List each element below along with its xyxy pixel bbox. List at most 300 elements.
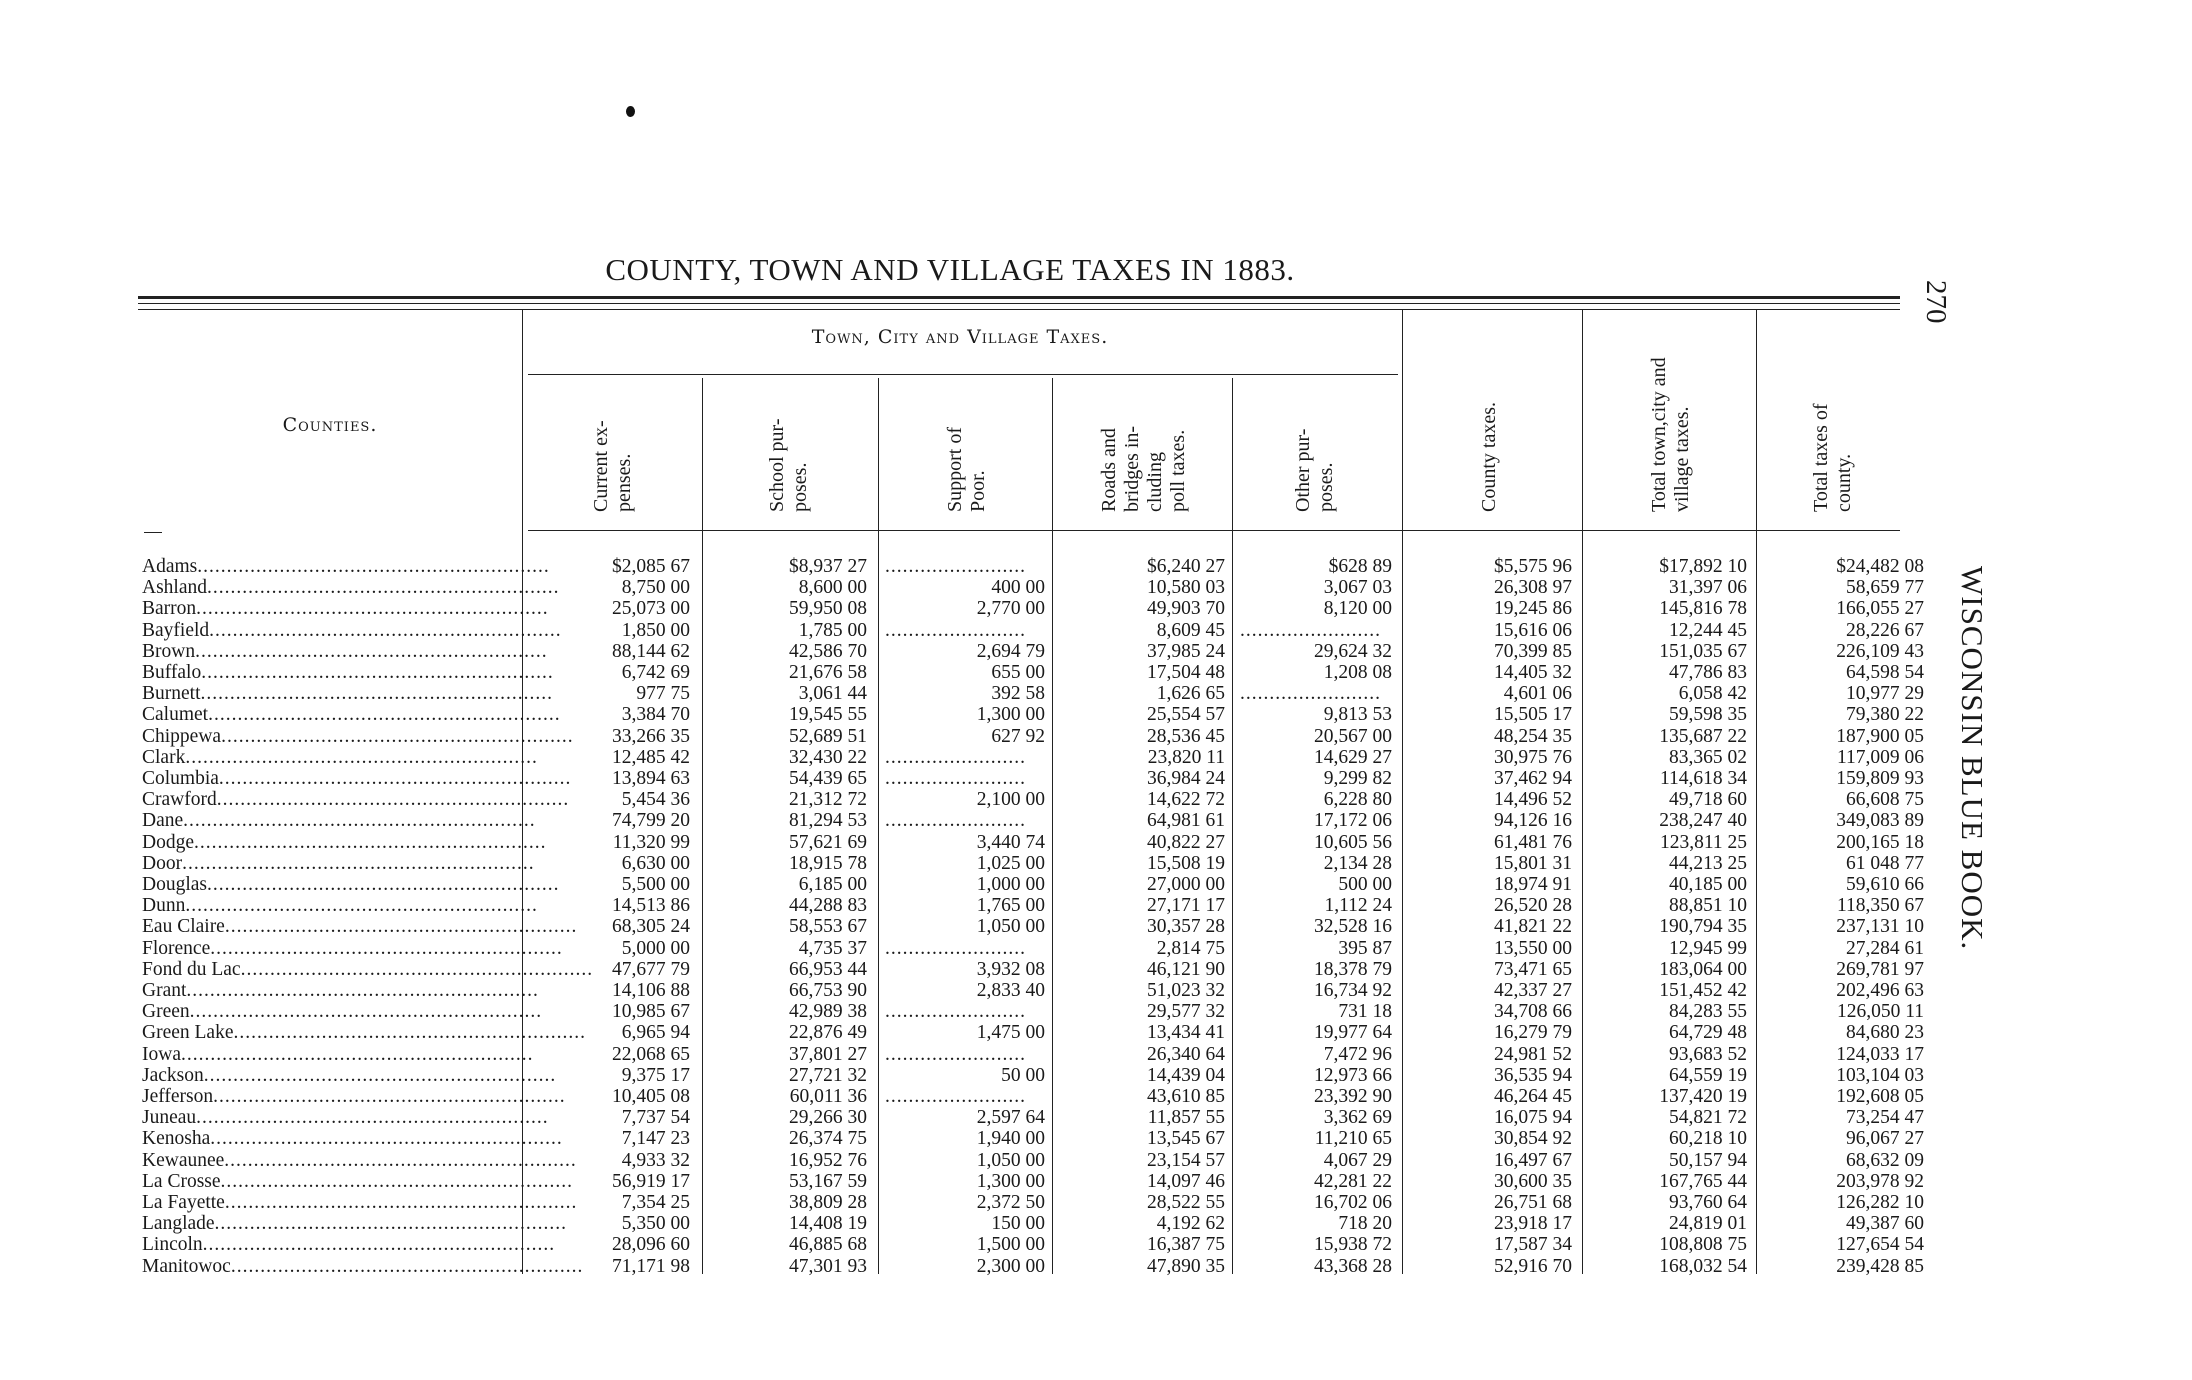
running-head: WISCONSIN BLUE BOOK.: [1955, 566, 1990, 951]
value-cell: 6,630 00: [621, 852, 690, 874]
page-title: COUNTY, TOWN AND VILLAGE TAXES IN 1883.: [605, 252, 1295, 287]
value-cell: 71,171 98: [612, 1255, 690, 1277]
county-cell: [142, 1086, 566, 1107]
county-cell: [142, 980, 539, 1001]
row-rule: [528, 530, 1900, 531]
value-cell: 1,025 00: [976, 852, 1045, 874]
county-cell: [142, 958, 594, 980]
county-name: Dunn: [142, 895, 186, 917]
table-row: [0, 1128, 2000, 1149]
value-cell: 40,185 00: [1669, 874, 1747, 895]
value-cell: 7,737 54: [621, 1107, 690, 1129]
value-cell: 11,320 99: [612, 831, 690, 853]
value-cell: 13,545 67: [1147, 1128, 1225, 1150]
value-cell: 14,408 19: [789, 1213, 867, 1235]
value-cell: 1,300 00: [976, 704, 1045, 726]
value-cell: 36,984 24: [1147, 768, 1225, 789]
value-cell: 2,300 00: [976, 1255, 1045, 1277]
value-cell: 8,750 00: [621, 577, 690, 599]
table-row: [0, 874, 2000, 895]
county-name: Green: [142, 1001, 190, 1023]
value-cell: 16,952 76: [789, 1149, 867, 1171]
value-cell: 88,851 10: [1669, 895, 1747, 917]
value-cell: 14,496 52: [1494, 789, 1572, 811]
county-name: Fond du Lac: [142, 958, 241, 980]
table-row: [0, 1022, 2000, 1043]
value-cell: 5,350 00: [621, 1213, 690, 1235]
value-cell: 23,392 90: [1314, 1086, 1392, 1107]
table-row: [0, 747, 2000, 768]
value-cell: 1,785 00: [798, 619, 867, 641]
value-cell: 52,689 51: [789, 725, 867, 747]
value-cell: 29,577 32: [1147, 1001, 1225, 1023]
value-cell: 187,900 05: [1836, 725, 1924, 747]
value-cell: 56,919 17: [612, 1170, 690, 1192]
value-cell: 37,801 27: [789, 1043, 867, 1065]
county-cell: [142, 683, 553, 705]
value-cell: 37,985 24: [1147, 640, 1225, 662]
county-name: Calumet: [142, 704, 209, 726]
county-cell: [142, 1149, 577, 1171]
value-cell: 12,973 66: [1314, 1064, 1392, 1086]
value-cell: 84,680 23: [1846, 1022, 1924, 1044]
value-cell: 202,496 63: [1836, 980, 1924, 1001]
value-cell: 30,600 35: [1494, 1170, 1572, 1192]
empty-cell-leader: ........................: [1240, 619, 1381, 641]
value-cell: 11,210 65: [1314, 1128, 1392, 1150]
dot-leader: ............................................................: [186, 980, 539, 1001]
value-cell: 19,545 55: [789, 704, 867, 726]
dot-leader: ............................................................: [185, 746, 538, 768]
ink-mark: [626, 106, 635, 117]
dot-leader: ............................................................: [207, 874, 560, 895]
value-cell: 61,481 76: [1494, 831, 1572, 853]
county-cell: [142, 916, 578, 938]
dot-leader: ............................................................: [197, 556, 550, 577]
value-cell: 16,734 92: [1314, 980, 1392, 1001]
value-cell: 50,157 94: [1669, 1149, 1747, 1171]
value-cell: 7,147 23: [621, 1128, 690, 1150]
value-cell: 42,281 22: [1314, 1170, 1392, 1192]
county-name: Kewaunee: [142, 1149, 225, 1171]
value-cell: 38,809 28: [789, 1192, 867, 1213]
dot-leader: ............................................................: [216, 789, 570, 811]
table-row: [0, 556, 2000, 577]
value-cell: 53,167 59: [789, 1170, 867, 1192]
value-cell: 200,165 18: [1836, 831, 1924, 853]
value-cell: 3,440 74: [976, 831, 1045, 853]
value-cell: 18,915 78: [789, 852, 867, 874]
value-cell: 19,245 86: [1494, 598, 1572, 620]
value-cell: 16,279 79: [1494, 1022, 1572, 1044]
value-cell: 2,770 00: [976, 598, 1045, 620]
county-name: Burnett: [142, 683, 201, 705]
value-cell: 124,033 17: [1836, 1043, 1924, 1065]
table-row: [0, 768, 2000, 789]
county-name: Grant: [142, 980, 187, 1001]
value-cell: 400 00: [991, 577, 1045, 599]
value-cell: 64,981 61: [1147, 810, 1225, 832]
county-cell: [142, 895, 538, 917]
value-cell: 25,554 57: [1147, 704, 1225, 726]
county-cell: [142, 725, 574, 747]
row-rule: [144, 532, 162, 533]
value-cell: 183,064 00: [1659, 958, 1747, 980]
value-cell: 108,808 75: [1659, 1234, 1747, 1256]
value-cell: 96,067 27: [1846, 1128, 1924, 1150]
table-row: [0, 1171, 2000, 1192]
value-cell: 7,354 25: [621, 1192, 690, 1213]
county-cell: [142, 1213, 568, 1235]
value-cell: 26,520 28: [1494, 895, 1572, 917]
value-cell: 47,677 79: [612, 958, 690, 980]
county-name: Eau Claire: [142, 916, 225, 938]
dot-leader: ............................................................: [180, 1043, 534, 1065]
dot-leader: ............................................................: [209, 619, 562, 641]
value-cell: 1,940 00: [976, 1128, 1045, 1150]
dot-leader: ............................................................: [200, 683, 553, 705]
value-cell: 6,228 80: [1323, 789, 1392, 811]
column-header-label: County taxes.: [1478, 402, 1500, 512]
value-cell: 42,989 38: [789, 1001, 867, 1023]
table-row: [0, 1086, 2000, 1107]
dot-leader: ............................................................: [201, 662, 554, 683]
county-name: Dodge: [142, 831, 194, 853]
county-name: La Crosse: [142, 1170, 221, 1192]
county-cell: [142, 810, 536, 832]
empty-cell-leader: ........................: [885, 810, 1026, 832]
value-cell: 1,208 08: [1323, 662, 1392, 683]
value-cell: 49,718 60: [1669, 789, 1747, 811]
county-name: Kenosha: [142, 1128, 211, 1150]
county-cell: [142, 662, 554, 683]
value-cell: 1,300 00: [976, 1170, 1045, 1192]
value-cell: $17,892 10: [1659, 556, 1747, 577]
value-cell: 9,299 82: [1323, 768, 1392, 789]
value-cell: 47,786 83: [1669, 662, 1747, 683]
value-cell: 25,073 00: [612, 598, 690, 620]
value-cell: 33,266 35: [612, 725, 690, 747]
table-row: [0, 1107, 2000, 1128]
counties-header: Counties.: [282, 414, 378, 436]
county-name: Green Lake: [142, 1022, 234, 1044]
value-cell: 12,945 99: [1669, 937, 1747, 959]
county-name: Langlade: [142, 1213, 215, 1235]
value-cell: 126,050 11: [1836, 1001, 1924, 1023]
county-name: Bayfield: [142, 619, 210, 641]
value-cell: 118,350 67: [1836, 895, 1924, 917]
dot-leader: ............................................................: [208, 704, 561, 726]
value-cell: 83,365 02: [1669, 746, 1747, 768]
value-cell: 27,171 17: [1147, 895, 1225, 917]
table-row: [0, 641, 2000, 662]
value-cell: 48,254 35: [1494, 725, 1572, 747]
value-cell: 21,676 58: [789, 662, 867, 683]
value-cell: 21,312 72: [789, 789, 867, 811]
value-cell: 47,890 35: [1147, 1255, 1225, 1277]
value-cell: 4,933 32: [621, 1149, 690, 1171]
value-cell: 26,751 68: [1494, 1192, 1572, 1213]
title-rule-thin: [138, 303, 1900, 304]
value-cell: 32,430 22: [789, 746, 867, 768]
value-cell: 14,513 86: [612, 895, 690, 917]
county-name: Manitowoc: [142, 1255, 231, 1277]
value-cell: 5,500 00: [621, 874, 690, 895]
dot-leader: ............................................................: [210, 1128, 563, 1150]
value-cell: 3,061 44: [798, 683, 867, 705]
dot-leader: ............................................................: [220, 1170, 574, 1192]
value-cell: 159,809 93: [1836, 768, 1924, 789]
value-cell: 79,380 22: [1846, 704, 1924, 726]
value-cell: 3,362 69: [1323, 1107, 1392, 1129]
value-cell: 226,109 43: [1836, 640, 1924, 662]
value-cell: 27,000 00: [1147, 874, 1225, 895]
county-cell: [142, 768, 572, 789]
empty-cell-leader: ........................: [885, 1086, 1026, 1107]
value-cell: 5,000 00: [621, 937, 690, 959]
table-row: [0, 789, 2000, 810]
table-row: [0, 1213, 2000, 1234]
value-cell: 6,742 69: [621, 662, 690, 683]
value-cell: 46,121 90: [1147, 958, 1225, 980]
value-cell: 70,399 85: [1494, 640, 1572, 662]
value-cell: 51,023 32: [1147, 980, 1225, 1001]
value-cell: 15,505 17: [1494, 704, 1572, 726]
dot-leader: ............................................................: [183, 810, 536, 832]
column-header-label: Total taxes of county.: [1810, 403, 1855, 512]
value-cell: 166,055 27: [1836, 598, 1924, 620]
county-cell: [142, 1022, 586, 1044]
county-cell: [142, 1064, 557, 1086]
dot-leader: ............................................................: [213, 1086, 566, 1107]
county-name: Clark: [142, 746, 186, 768]
value-cell: 37,462 94: [1494, 768, 1572, 789]
dot-leader: ............................................................: [182, 852, 535, 874]
value-cell: 13,550 00: [1494, 937, 1572, 959]
dot-leader: ............................................................: [230, 1255, 584, 1277]
value-cell: 127,654 54: [1836, 1234, 1924, 1256]
column-header-label: Other pur- poses.: [1292, 428, 1337, 512]
value-cell: 18,378 79: [1314, 958, 1392, 980]
value-cell: 32,528 16: [1314, 916, 1392, 938]
value-cell: 2,100 00: [976, 789, 1045, 811]
column-header-label: Current ex- penses.: [590, 420, 635, 512]
value-cell: 2,694 79: [976, 640, 1045, 662]
value-cell: 135,687 22: [1659, 725, 1747, 747]
value-cell: 6,185 00: [798, 874, 867, 895]
value-cell: 1,765 00: [976, 895, 1045, 917]
value-cell: 43,610 85: [1147, 1086, 1225, 1107]
dot-leader: ............................................................: [224, 916, 578, 938]
county-name: Douglas: [142, 874, 207, 895]
value-cell: 43,368 28: [1314, 1255, 1392, 1277]
value-cell: 103,104 03: [1836, 1064, 1924, 1086]
value-cell: 238,247 40: [1659, 810, 1747, 832]
county-name: Jackson: [142, 1064, 204, 1086]
value-cell: 50 00: [1001, 1064, 1045, 1086]
county-name: Brown: [142, 640, 196, 662]
value-cell: 68,632 09: [1846, 1149, 1924, 1171]
value-cell: 28,536 45: [1147, 725, 1225, 747]
value-cell: 151,035 67: [1659, 640, 1747, 662]
value-cell: 30,357 28: [1147, 916, 1225, 938]
value-cell: 28,096 60: [612, 1234, 690, 1256]
value-cell: 168,032 54: [1659, 1255, 1747, 1277]
value-cell: 66,608 75: [1846, 789, 1924, 811]
value-cell: 58,553 67: [789, 916, 867, 938]
value-cell: 42,586 70: [789, 640, 867, 662]
dot-leader: ............................................................: [196, 598, 549, 620]
value-cell: 14,629 27: [1314, 746, 1392, 768]
value-cell: 47,301 93: [789, 1255, 867, 1277]
county-cell: [142, 852, 535, 874]
empty-cell-leader: ........................: [885, 746, 1026, 768]
title-rule-thin: [138, 309, 1900, 310]
value-cell: 14,439 04: [1147, 1064, 1225, 1086]
value-cell: 10,405 08: [612, 1086, 690, 1107]
table-row: [0, 1192, 2000, 1213]
column-header-label: Support of Poor.: [944, 427, 989, 512]
value-cell: 73,254 47: [1846, 1107, 1924, 1129]
table-row: [0, 916, 2000, 937]
value-cell: 88,144 62: [612, 640, 690, 662]
value-cell: 84,283 55: [1669, 1001, 1747, 1023]
value-cell: 395 87: [1338, 937, 1392, 959]
table-row: [0, 577, 2000, 598]
value-cell: 15,508 19: [1147, 852, 1225, 874]
value-cell: 17,587 34: [1494, 1234, 1572, 1256]
value-cell: 2,833 40: [976, 980, 1045, 1001]
column-header-label: Roads and bridges in- cluding poll taxes.: [1098, 425, 1189, 512]
empty-cell-leader: ........................: [885, 1001, 1026, 1023]
value-cell: 54,821 72: [1669, 1107, 1747, 1129]
value-cell: 192,608 05: [1836, 1086, 1924, 1107]
value-cell: 26,308 97: [1494, 577, 1572, 599]
value-cell: 57,621 69: [789, 831, 867, 853]
value-cell: 2,134 28: [1323, 852, 1392, 874]
dot-leader: ............................................................: [202, 1234, 556, 1256]
value-cell: 68,305 24: [612, 916, 690, 938]
group-header: Town, City and Village Taxes.: [811, 326, 1109, 348]
dot-leader: ............................................................: [203, 1064, 557, 1086]
dot-leader: ............................................................: [221, 725, 574, 747]
value-cell: 10,580 03: [1147, 577, 1225, 599]
value-cell: 1,000 00: [976, 874, 1045, 895]
value-cell: $628 89: [1328, 556, 1392, 577]
value-cell: 64,729 48: [1669, 1022, 1747, 1044]
value-cell: 15,616 06: [1494, 619, 1572, 641]
value-cell: 36,535 94: [1494, 1064, 1572, 1086]
county-cell: [142, 874, 560, 895]
value-cell: 42,337 27: [1494, 980, 1572, 1001]
county-name: La Fayette: [142, 1192, 225, 1213]
table-row: [0, 810, 2000, 831]
dot-leader: ............................................................: [224, 1192, 578, 1213]
county-name: Lincoln: [142, 1234, 203, 1256]
value-cell: 1,112 24: [1324, 895, 1392, 917]
county-name: Florence: [142, 937, 211, 959]
value-cell: $8,937 27: [789, 556, 867, 577]
county-name: Dane: [142, 810, 184, 832]
table-row: [0, 726, 2000, 747]
value-cell: 93,760 64: [1669, 1192, 1747, 1213]
value-cell: 44,288 83: [789, 895, 867, 917]
value-cell: 151,452 42: [1659, 980, 1747, 1001]
value-cell: 29,266 30: [789, 1107, 867, 1129]
table-row: [0, 938, 2000, 959]
value-cell: 40,822 27: [1147, 831, 1225, 853]
county-cell: [142, 577, 560, 599]
dot-leader: ............................................................: [214, 1213, 568, 1235]
value-cell: 34,708 66: [1494, 1001, 1572, 1023]
value-cell: 2,597 64: [976, 1107, 1045, 1129]
dot-leader: ............................................................: [218, 768, 572, 789]
value-cell: 6,058 42: [1678, 683, 1747, 705]
value-cell: 145,816 78: [1659, 598, 1747, 620]
value-cell: 30,854 92: [1494, 1128, 1572, 1150]
value-cell: 19,977 64: [1314, 1022, 1392, 1044]
value-cell: 2,372 50: [976, 1192, 1045, 1213]
county-cell: [142, 1255, 584, 1277]
value-cell: 14,405 32: [1494, 662, 1572, 683]
county-cell: [142, 1234, 556, 1256]
county-cell: [142, 598, 549, 620]
value-cell: 24,981 52: [1494, 1043, 1572, 1065]
table-row: [0, 683, 2000, 704]
value-cell: 23,918 17: [1494, 1213, 1572, 1235]
value-cell: 239,428 85: [1836, 1255, 1924, 1277]
table-row: [0, 1001, 2000, 1022]
value-cell: 392 58: [991, 683, 1045, 705]
value-cell: 66,953 44: [789, 958, 867, 980]
value-cell: 94,126 16: [1494, 810, 1572, 832]
county-cell: [142, 704, 561, 726]
value-cell: 26,340 64: [1147, 1043, 1225, 1065]
county-cell: [142, 556, 550, 577]
value-cell: 22,876 49: [789, 1022, 867, 1044]
value-cell: 1,050 00: [976, 1149, 1045, 1171]
value-cell: 16,702 06: [1314, 1192, 1392, 1213]
value-cell: 14,622 72: [1147, 789, 1225, 811]
value-cell: 9,813 53: [1323, 704, 1392, 726]
value-cell: 20,567 00: [1314, 725, 1392, 747]
value-cell: 731 18: [1338, 1001, 1392, 1023]
value-cell: 137,420 19: [1659, 1086, 1747, 1107]
value-cell: 81,294 53: [789, 810, 867, 832]
table-row: [0, 895, 2000, 916]
table-row: [0, 662, 2000, 683]
table-row: [0, 598, 2000, 619]
county-cell: [142, 1001, 543, 1023]
value-cell: 1,850 00: [621, 619, 690, 641]
empty-cell-leader: ........................: [885, 937, 1026, 959]
value-cell: 59,610 66: [1846, 874, 1924, 895]
value-cell: 59,950 08: [789, 598, 867, 620]
value-cell: 167,765 44: [1659, 1170, 1747, 1192]
value-cell: 10,977 29: [1846, 683, 1924, 705]
dot-leader: ............................................................: [240, 958, 594, 980]
county-cell: [142, 1170, 574, 1192]
value-cell: 13,434 41: [1147, 1022, 1225, 1044]
value-cell: 52,916 70: [1494, 1255, 1572, 1277]
value-cell: 2,814 75: [1156, 937, 1225, 959]
column-header-label: School pur- poses.: [766, 418, 811, 512]
empty-cell-leader: ........................: [885, 619, 1026, 641]
empty-cell-leader: ........................: [885, 768, 1026, 789]
value-cell: 5,454 36: [621, 789, 690, 811]
value-cell: 1,500 00: [976, 1234, 1045, 1256]
value-cell: 8,600 00: [798, 577, 867, 599]
